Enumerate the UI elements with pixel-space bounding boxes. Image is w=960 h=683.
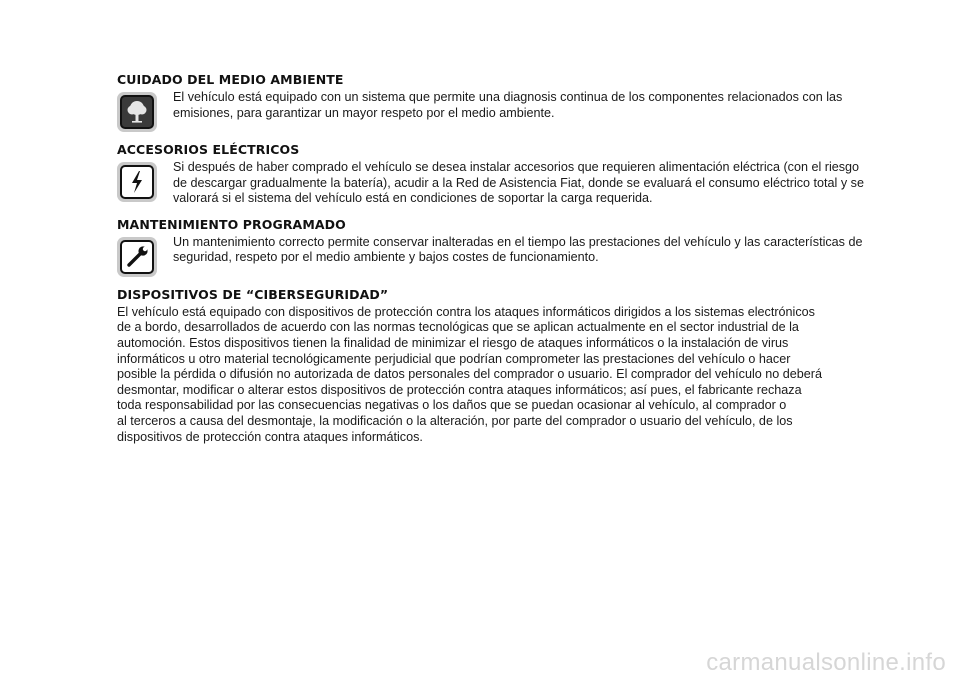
text-line: valorará si el sistema del vehículo está en condiciones de soportar la carga requerida. [173, 191, 653, 206]
section-text [173, 160, 887, 207]
text-line: El vehículo está equipado con dispositivos de protección contra los ataques informáticos dirigidos a los sistemas electrónicos [117, 304, 815, 319]
text-line: emisiones, para garantizar un mayor respeto por el medio ambiente. [173, 105, 555, 120]
section-heading: DISPOSITIVOS DE “CIBERSEGURIDAD” [117, 286, 389, 302]
manual-page [117, 72, 887, 455]
text-line: posible la pérdida o difusión no autorizada de datos personales del comprador o usuario. El comprador del vehículo no deberá [117, 367, 822, 382]
text-line: Si después de haber comprado el vehículo se desea instalar accesorios que requieren alimentación eléctrica (con el riesgo [173, 160, 860, 174]
section-electrical-accessories [117, 142, 887, 207]
wrench-icon [117, 237, 157, 277]
watermark: carmanualsonline.info [706, 649, 946, 676]
section-environment [117, 72, 887, 132]
section-heading: MANTENIMIENTO PROGRAMADO [117, 216, 346, 232]
text-line: informáticos u otro material tecnológicamente perjudicial que podrían comprometer las prestaciones del vehículo o hacer [117, 351, 791, 366]
section-heading: ACCESORIOS ELÉCTRICOS [117, 142, 300, 157]
tree-icon [117, 92, 157, 132]
text-line: dispositivos de protección contra ataques informáticos. [117, 429, 423, 444]
lightning-icon [117, 162, 157, 202]
text-line: de descargar gradualmente la batería), acudir a la Red de Asistencia Fiat, donde se evaluará el consumo eléctrico total y se [173, 175, 864, 190]
section-text [173, 90, 887, 121]
text-line: toda responsabilidad por las consecuencias negativas o los daños que se puedan ocasionar al vehículo, al comprador o [117, 398, 787, 413]
section-cybersecurity [117, 287, 887, 445]
text-line: de a bordo, desarrollados de acuerdo con las normas tecnológicas que se aplican actualmente en el sector industrial de la [117, 320, 799, 335]
text-line: seguridad, respeto por el medio ambiente y bajos costes de funcionamiento. [173, 250, 599, 265]
text-line: automoción. Estos dispositivos tienen la finalidad de minimizar el riesgo de ataques informáticos o la instalación de virus [117, 335, 789, 350]
section-scheduled-maintenance [117, 217, 887, 277]
text-line: Un mantenimiento correcto permite conservar inalteradas en el tiempo las prestaciones del vehículo y las características de [173, 234, 863, 249]
text-line: El vehículo está equipado con un sistema que permite una diagnosis continua de los componentes relacionados con las [173, 90, 843, 104]
section-text [117, 305, 887, 445]
section-heading: CUIDADO DEL MEDIO AMBIENTE [117, 72, 344, 87]
text-line: desmontar, modificar o alterar estos dispositivos de protección contra ataques informáticos; así pues, el fabricante rechaza [117, 382, 802, 397]
section-text [173, 235, 887, 266]
text-line: al terceros a causa del desmontaje, la modificación o la alteración, por parte del comprador o usuario del vehículo, de los [117, 413, 793, 428]
